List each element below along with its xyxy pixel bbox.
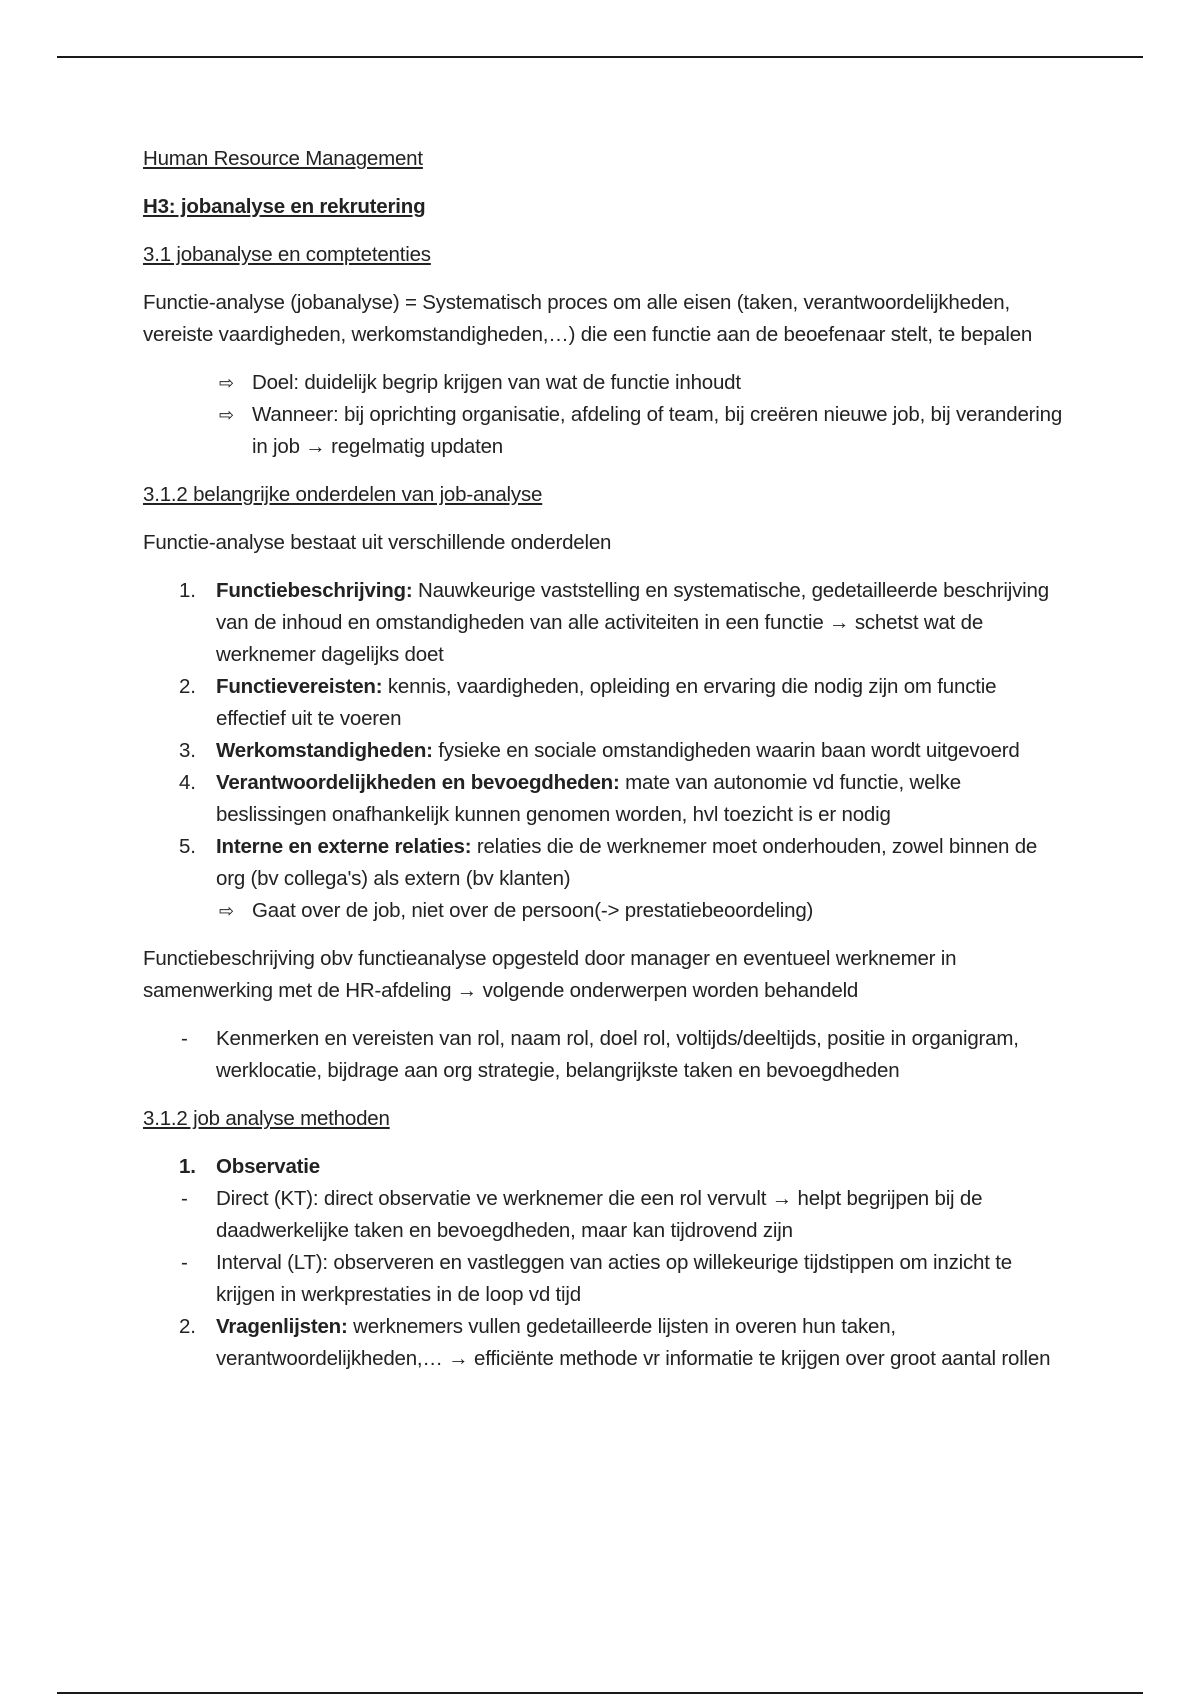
list-item: 4. Verantwoordelijkheden en bevoegdheden: mate van autonomie vd functie, welke beslissingen onafhankelijk kunnen genomen worden, hvl toezicht is er nodig <box>179 771 961 826</box>
list-item: 2. Functievereisten: kennis, vaardigheden, opleiding en ervaring die nodig zijn om functie effectief uit te voeren <box>179 675 997 730</box>
arrow-bullet-icon: ⇨ <box>219 901 234 921</box>
section-heading-methoden: 3.1.2 job analyse methoden <box>143 1107 390 1130</box>
list-item: - Interval (LT): observeren en vastleggen van acties op willekeurige tijdstippen om inzicht te krijgen in werkprestaties in de loop vd tijd <box>181 1251 1012 1306</box>
observatie-dash-list <box>143 1183 1063 1311</box>
purpose-bullet-list <box>143 367 1063 463</box>
onderdelen-intro: Functie-analyse bestaat uit verschillende onderdelen <box>143 531 612 554</box>
definition-paragraph: Functie-analyse (jobanalyse) = Systematisch proces om alle eisen (taken, verantwoordelijkheden, vereiste vaardigheden, werkomstandigheden,…) die een functie aan de beoefenaar stelt, te bepalen <box>143 291 1033 346</box>
list-item: - Direct (KT): direct observatie ve werknemer die een rol vervult → helpt begrijpen bij de daadwerkelijke taken en bevoegdheden, maar kan tijdrovend zijn <box>181 1187 983 1242</box>
functiebeschrijving-paragraph: Functiebeschrijving obv functieanalyse opgesteld door manager en eventueel werknemer in samenwerking met de HR-afdeling → volgende onderwerpen worden behandeld <box>143 947 957 1002</box>
list-item: ⇨ Doel: duidelijk begrip krijgen van wat de functie inhoudt <box>143 367 1063 399</box>
list-item: 1. Functiebeschrijving: Nauwkeurige vaststelling en systematische, gedetailleerde beschrijving van de inhoud en omstandigheden van alle activiteiten in een functie → schetst wat de werknemer dagelijks doet <box>179 579 1049 666</box>
list-item: - Kenmerken en vereisten van rol, naam rol, doel rol, voltijds/deeltijds, positie in organigram, werklocatie, bijdrage aan org strategie, belangrijkste taken en bevoegdheden <box>181 1027 1019 1082</box>
footer-rule <box>57 1692 1143 1694</box>
list-item: 3. Werkomstandigheden: fysieke en sociale omstandigheden waarin baan wordt uitgevoerd <box>179 739 1020 762</box>
list-item: ⇨ Gaat over de job, niet over de persoon(-> prestatiebeoordeling) <box>216 895 1063 927</box>
section-heading-onderdelen: 3.1.2 belangrijke onderdelen van job-analyse <box>143 483 543 506</box>
onderdelen-numbered-list <box>143 575 1063 927</box>
list-item: 2. Vragenlijsten: werknemers vullen gedetailleerde lijsten in overen hun taken, verantwoordelijkheden,… → efficiënte methode vr informatie te krijgen over groot aantal rollen <box>179 1315 1051 1370</box>
section-heading-jobanalyse: 3.1 jobanalyse en comptetenties <box>143 243 431 266</box>
methoden-list <box>143 1151 1063 1183</box>
document-title: Human Resource Management <box>143 147 423 170</box>
list-item: 1. Observatie <box>179 1155 320 1178</box>
arrow-bullet-icon: ⇨ <box>219 405 234 425</box>
list-item: ⇨ Wanneer: bij oprichting organisatie, afdeling of team, bij creëren nieuwe job, bij verandering in job → regelmatig updaten <box>143 399 1063 463</box>
arrow-bullet-icon: ⇨ <box>219 373 234 393</box>
document-body <box>143 143 1063 1375</box>
onderwerpen-dash-list <box>143 1023 1063 1087</box>
list-item: 5. Interne en externe relaties: relaties die de werknemer moet onderhouden, zowel binnen de org (bv collega's) als extern (bv klanten) ⇨ Gaat over de job, niet over de persoon(-> prestatiebeoordeling) <box>143 831 1063 927</box>
header-rule <box>57 56 1143 58</box>
nested-bullet-list <box>216 895 1063 927</box>
chapter-heading: H3: jobanalyse en rekrutering <box>143 195 426 218</box>
methoden-list-continued <box>143 1311 1063 1375</box>
